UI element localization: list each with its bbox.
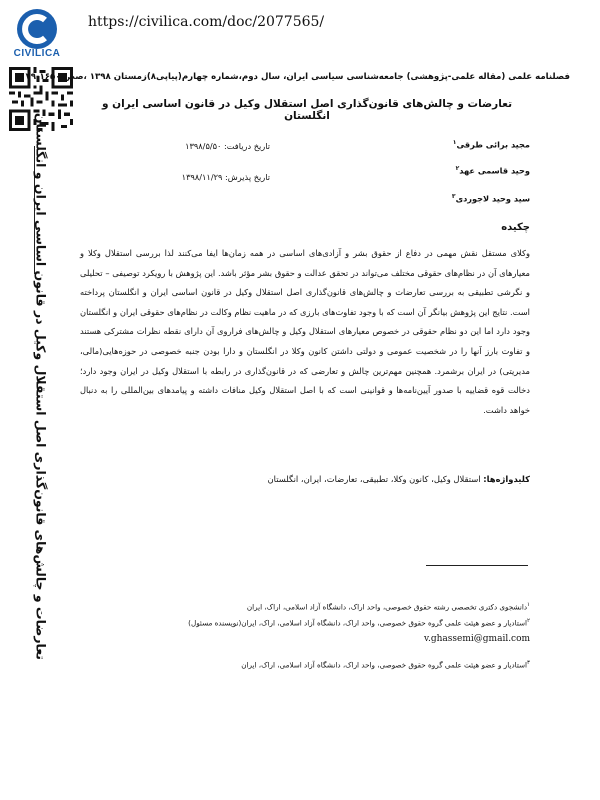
author-name: وحید قاسمی عهد — [459, 165, 530, 176]
footnote-sup: ۳ — [527, 660, 530, 666]
footnote-2 — [188, 618, 530, 627]
civilica-c-icon — [16, 8, 58, 50]
abstract-heading: چکیده — [501, 222, 530, 233]
keywords — [80, 474, 530, 484]
accepted-date: تاریخ پذیرش: ۱۳۹۸/۱۱/۲۹ — [181, 172, 270, 182]
civilica-logo[interactable] — [4, 8, 70, 66]
abstract-body: وکلای مستقل نقش مهمی در دفاع از حقوق بشر و آزادی‌های اساسی در همه زمان‌ها ایفا می‌کنند لذا بررسی استقلال وکلا و معیارهای آن در نظام‌های حقوقی مختلف می‌تواند در تحقق عدالت و حقوق بشر مؤثر باشد. این پژوهش با رویکرد توصیفی – تحلیلی و نگرشی تطبیقی به بررسی تعارضات و چالش‌های قانون‌گذاری اصل استقلال وکیل در قانون اساسی ایران و انگلستان پرداخته است. نتایج این پژوهش بیانگر آن است که با وجود تفاوت‌های بارزی که در ماهیت نظام وکالت در نظام‌های حقوقی ایران و انگلستان وجود دارد اما این دو نظام حقوقی در خصوص معیارهای استقلال وکیل و چالش‌های فراروی آن دارای نقطه نظرات مشترکی هستند و تفاوت بارز آنها را در شخصیت عمومی و دولتی داشتن کانون وکلا در انگلستان و دارا بودن جنبه خصوصی در حوزه‌هایی(مالی، مدیریتی) در ایران برشمرد. همچنین مهم‌ترین چالش و تعارضی که در قانون‌گذاری در رابطه با استقلال وکیل در ایران وجود دارد؛ دخالت قوه قضاییه با صدور آیین‌نامه‌ها و قوانینی است که با اصل استقلال وکیل منافات داشته و پیامدهای بین‌المللی را به دنبال خواهد داشت. — [80, 248, 530, 415]
side-title-container — [14, 112, 68, 660]
footnote-3 — [241, 660, 530, 669]
footnote-sup: ۱ — [527, 602, 530, 608]
author-sup: ۱ — [452, 139, 457, 146]
keywords-text: استقلال وکیل، کانون وکلا، تطبیقی، تعارضات، ایران، انگلستان — [267, 474, 481, 484]
author-name: مجید برائی طرقی — [456, 139, 530, 150]
document-url-link[interactable]: https://civilica.com/doc/2077565/ — [88, 14, 325, 30]
footnote-text: استادیار و عضو هیئت علمی گروه حقوق خصوصی، واحد اراک، دانشگاه آزاد اسلامی، اراک، ایران(نویسنده مسئول) — [188, 618, 528, 628]
author-email-link[interactable]: v.ghassemi@gmail.com — [424, 634, 531, 644]
logo-text: CIVILICA — [13, 48, 61, 59]
footnote-text: دانشجوی دکتری تخصصی رشته حقوق خصوصی، واحد اراک، دانشگاه آزاد اسلامی، اراک، ایران — [246, 602, 528, 612]
author-sup: ۳ — [451, 193, 456, 200]
keywords-label: کلیدواژه‌ها: — [483, 474, 530, 484]
received-date: تاریخ دریافت: ۱۳۹۸/۵/۵۰ — [185, 141, 270, 151]
footnote-text: استادیار و عضو هیئت علمی گروه حقوق خصوصی، واحد اراک، دانشگاه آزاد اسلامی، اراک، ایران — [241, 660, 528, 670]
author-3 — [452, 193, 530, 204]
footnote-divider — [426, 565, 528, 566]
journal-header: فصلنامه علمی (مقاله علمی-پژوهشی) جامعه‌شناسی سیاسی ایران، سال دوم،شماره چهارم(پیاپی۸)زمستان ۱۳۹۸ ،صص ۱۶۵۰-۱۱۷۹ — [14, 72, 570, 82]
paper-title: تعارضات و چالش‌های قانون‌گذاری اصل استقلال وکیل در قانون اساسی ایران و انگلستان — [101, 98, 513, 122]
footnote-1 — [247, 602, 530, 611]
side-title: تعارضات و چالش‌های قانون‌گذاری اصل استقلال وکیل در قانون اساسی ایران و انگلستان — [33, 112, 49, 660]
author-1 — [453, 139, 530, 150]
author-sup: ۲ — [455, 165, 460, 172]
author-2 — [456, 165, 530, 176]
footnote-sup: ۲ — [527, 618, 530, 624]
author-name: سید وحید لاجوردی — [455, 193, 530, 204]
